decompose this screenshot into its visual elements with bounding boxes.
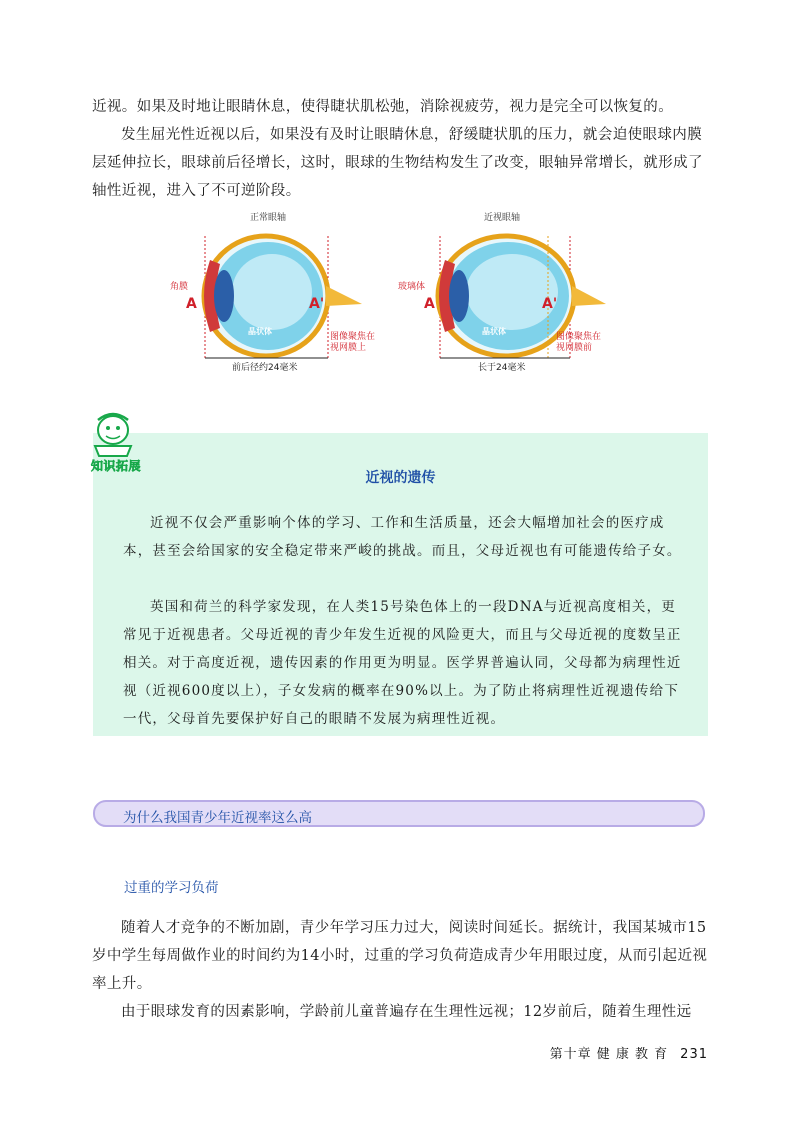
knowledge-paragraph-1: 近视不仅会严重影响个体的学习、工作和生活质量，还会大幅增加社会的医疗成本，甚至会给国家的安全稳定带来严峻的挑战。而且，父母近视也有可能遗传给子女。: [123, 515, 682, 559]
label-focus-retina: 图像聚焦在视网膜上: [330, 332, 376, 353]
label-lens-left: 晶状体: [248, 327, 272, 336]
eye-diagram-normal: [170, 208, 380, 378]
label-axis-length-myopia: 长于24毫米: [478, 363, 526, 373]
subheading: 过重的学习负荷: [124, 880, 219, 896]
knowledge-badge: [73, 408, 159, 480]
knowledge-paragraph-2: 英国和荷兰的科学家发现，在人类15号染色体上的一段DNA与近视高度相关，更常见于近视患者。父母近视的青少年发生近视的风险更大，而且与父母近视的度数呈正相关。对于高度近视，遗传因素的作用更为明显。医学界普遍认同，父母都为病理性近视（近视600度以上），子女发病的概率在90%以上。为了防止将病理性近视遗传给下一代，父母首先要保护好自己的眼睛不发展为病理性近视。: [123, 599, 682, 727]
knowledge-badge-label: 知识拓展: [90, 459, 141, 473]
eye-diagram-myopia: [398, 208, 608, 378]
page-number: 231: [680, 1047, 708, 1062]
point-a-right: A: [424, 296, 435, 312]
body-paragraph-2: 发生屈光性近视以后，如果没有及时让眼睛休息，舒缓睫状肌的压力，就会迫使眼球内膜层延伸拉长，眼球前后径增长，这时，眼球的生物结构发生了改变，眼轴异常增长，就形成了轴性近视，进入了不可逆阶段。: [92, 127, 703, 199]
point-a-prime-right: A': [542, 296, 558, 312]
page-footer: [550, 1043, 708, 1062]
label-vitreous: 玻璃体: [398, 282, 426, 292]
label-focus-front: 图像聚焦在视网膜前: [556, 332, 602, 353]
diagram-title-myopia: 近视眼轴: [484, 213, 521, 223]
point-a-left: A: [186, 296, 197, 312]
section-banner-title: 为什么我国青少年近视率这么高: [123, 810, 312, 826]
point-a-prime-left: A': [309, 296, 325, 312]
label-lens-right: 晶状体: [482, 327, 506, 336]
section-paragraph-1: 随着人才竞争的不断加剧，青少年学习压力过大，阅读时间延长。据统计，我国某城市15岁中学生每周做作业的时间约为14小时，过重的学习负荷造成青少年用眼过度，从而引起近视率上升。: [92, 920, 708, 992]
chapter-title: 第十章 健 康 教 育: [549, 1047, 669, 1062]
label-axis-length-normal: 前后径约24毫米: [232, 363, 298, 373]
knowledge-title: 近视的遗传: [365, 470, 436, 486]
label-cornea: 角膜: [170, 282, 189, 292]
section-banner: [93, 800, 705, 827]
body-paragraph-1: 近视。如果及时地让眼睛休息，使得睫状肌松弛，消除视疲劳，视力是完全可以恢复的。: [92, 99, 674, 115]
section-paragraph-2: 由于眼球发育的因素影响，学龄前儿童普遍存在生理性远视；12岁前后，随着生理性远: [121, 1004, 692, 1020]
knowledge-box: [93, 433, 708, 736]
diagram-title-normal: 正常眼轴: [250, 213, 287, 223]
